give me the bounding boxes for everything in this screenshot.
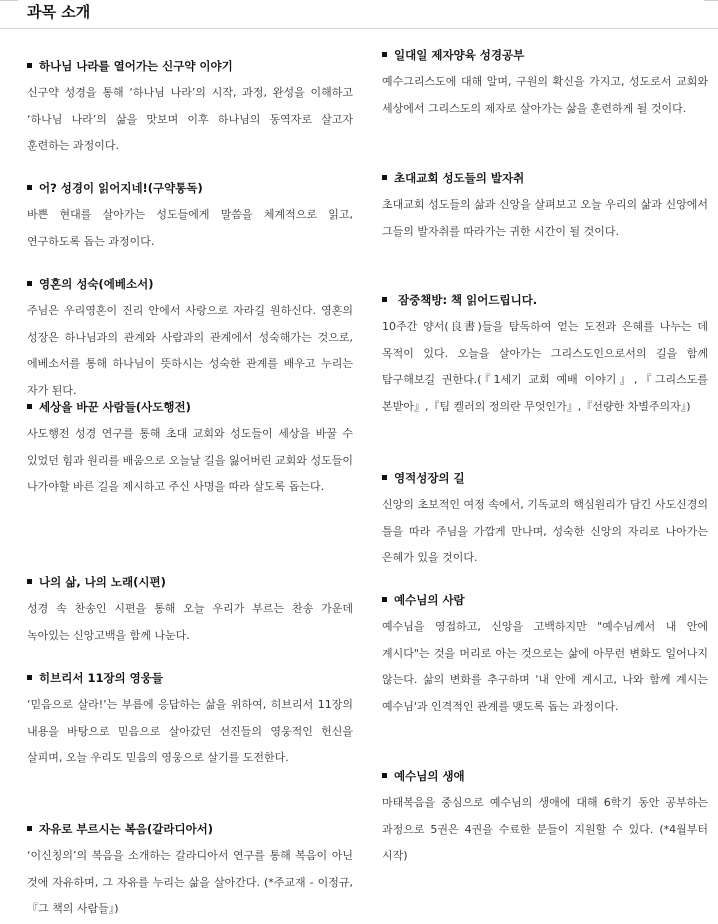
course-section bbox=[382, 292, 708, 421]
course-heading: 히브리서 11장의 영웅들 bbox=[39, 671, 163, 685]
square-bullet-icon bbox=[382, 773, 387, 778]
course-description: 초대교회 성도들의 삶과 신앙을 살펴보고 오늘 우리의 삶과 신앙에서 그들의 발자취를 따라가는 귀한 시간이 될 것이다. bbox=[382, 198, 708, 238]
course-description: 사도행전 성경 연구를 통해 초대 교회와 성도들이 세상을 바꿀 수 있었던 힘과 원리를 배움으로 오늘날 길을 잃어버린 교회와 성도들이 나가야할 바른 길을 제시하고 주신 사명을 따라 살도록 돕는다. bbox=[27, 427, 353, 494]
course-description: 예수그리스도에 대해 알며, 구원의 확신을 가지고, 성도로서 교회와 세상에서 그리스도의 제자로 살아가는 삶을 훈련하게 될 것이다. bbox=[382, 75, 708, 115]
course-section bbox=[27, 276, 353, 405]
square-bullet-icon bbox=[382, 475, 387, 480]
course-heading: 세상을 바꾼 사람들(사도행전) bbox=[39, 400, 191, 414]
top-right-rule bbox=[704, 0, 718, 1]
course-description: ‘이신칭의’의 복음을 소개하는 갈라디아서 연구를 통해 복음이 아닌 것에 자유하며, 그 자유를 누리는 삶을 살아간다. (*주교재 - 이정규,『그 책의 사람들』) bbox=[27, 849, 353, 916]
course-section bbox=[382, 592, 708, 721]
square-bullet-icon bbox=[27, 281, 32, 286]
course-section bbox=[27, 821, 353, 923]
square-bullet-icon bbox=[27, 185, 32, 190]
top-left-rule bbox=[0, 0, 18, 1]
course-heading: 일대일 제자양육 성경공부 bbox=[394, 48, 525, 62]
course-description: 신앙의 초보적인 여정 속에서, 기독교의 핵심원리가 담긴 사도신경의 틀을 따라 주님을 가깝게 만나며, 성숙한 신앙의 자리로 나아가는 은혜가 있을 것이다. bbox=[382, 498, 708, 565]
square-bullet-icon bbox=[382, 297, 387, 302]
course-description: 예수님을 영접하고, 신앙을 고백하지만 "예수님께서 내 안에 계시다"는 것을 머리로 아는 것으로는 삶에 아무런 변화도 일어나지 않는다. 삶의 변화를 추구하며 '내 안에 계시고, 나와 함께 계시는 예수님'과 인격적인 관계를 맺도록 돕는 과정이다. bbox=[382, 620, 708, 714]
page-title: 과목 소개 bbox=[27, 3, 91, 21]
square-bullet-icon bbox=[27, 404, 32, 409]
square-bullet-icon bbox=[382, 175, 387, 180]
course-section bbox=[382, 170, 708, 245]
course-heading: 초대교회 성도들의 발자취 bbox=[394, 171, 525, 185]
square-bullet-icon bbox=[382, 597, 387, 602]
square-bullet-icon bbox=[382, 52, 387, 57]
course-heading: 자유로 부르시는 복음(갈라디아서) bbox=[39, 822, 214, 836]
course-heading: 하나님 나라를 열어가는 신구약 이야기 bbox=[39, 59, 233, 73]
square-bullet-icon bbox=[27, 63, 32, 68]
course-section bbox=[27, 399, 353, 501]
course-section bbox=[382, 47, 708, 122]
course-section bbox=[382, 470, 708, 572]
square-bullet-icon bbox=[27, 675, 32, 680]
course-description: 마태복음을 중심으로 예수님의 생애에 대해 6학기 동안 공부하는 과정으로 5권은 4권을 수료한 분들이 지원할 수 있다. (*4월부터 시작) bbox=[382, 796, 708, 863]
course-section bbox=[382, 768, 708, 870]
course-heading: 예수님의 생애 bbox=[394, 769, 465, 783]
course-section bbox=[27, 574, 353, 649]
course-heading: 예수님의 사람 bbox=[394, 593, 465, 607]
course-heading: 나의 삶, 나의 노래(시편) bbox=[39, 575, 166, 589]
course-heading: 잠중책방: 책 읽어드립니다. bbox=[394, 293, 538, 307]
square-bullet-icon bbox=[27, 579, 32, 584]
square-bullet-icon bbox=[27, 826, 32, 831]
course-heading: 영혼의 성숙(에베소서) bbox=[39, 277, 154, 291]
course-heading: 영적성장의 길 bbox=[394, 471, 465, 485]
course-description: 주님은 우리영혼이 진리 안에서 사랑으로 자라길 원하신다. 영혼의 성장은 하나님과의 관계와 사람과의 관계에서 성숙해가는 것으로, 에베소서를 통해 하나님이 뜻하시는 성숙한 관계를 배우고 누리는 자가 된다. bbox=[27, 304, 353, 398]
course-description: 성경 속 찬송인 시편을 통해 오늘 우리가 부르는 찬송 가운데 녹아있는 신앙고백을 함께 나눈다. bbox=[27, 602, 353, 642]
course-description: 바쁜 현대를 살아가는 성도들에게 말씀을 체계적으로 읽고, 연구하도록 돕는 과정이다. bbox=[27, 208, 353, 248]
course-description: ‘믿음으로 살라!’는 부름에 응답하는 삶을 위하여, 히브리서 11장의 내용을 바탕으로 믿음으로 살아갔던 선진들의 영웅적인 헌신을 살피며, 오늘 우리도 믿음의 영웅으로 살기를 도전한다. bbox=[27, 698, 353, 765]
course-description: 10주간 양서(良書)들을 탐독하여 얻는 도전과 은혜를 나누는 데 목적이 있다. 오늘을 살아가는 그리스도인으로서의 길을 함께 탐구해보길 권한다.(『1세기 교회 예배 이야기』,『그리스도를 본받아』,『팀 켈러의 정의란 무엇인가』,『선량한 차별주의자』) bbox=[382, 320, 708, 414]
course-section bbox=[27, 670, 353, 772]
course-section bbox=[27, 58, 353, 160]
course-description: 신구약 성경을 통해 ‘하나님 나라’의 시작, 과정, 완성을 이해하고 ‘하나님 나라’의 삶을 맛보며 이후 하나님의 동역자로 살고자 훈련하는 과정이다. bbox=[27, 86, 353, 153]
course-section bbox=[27, 180, 353, 255]
title-divider bbox=[0, 28, 718, 29]
course-heading: 어? 성경이 읽어지네!(구약통독) bbox=[39, 181, 203, 195]
